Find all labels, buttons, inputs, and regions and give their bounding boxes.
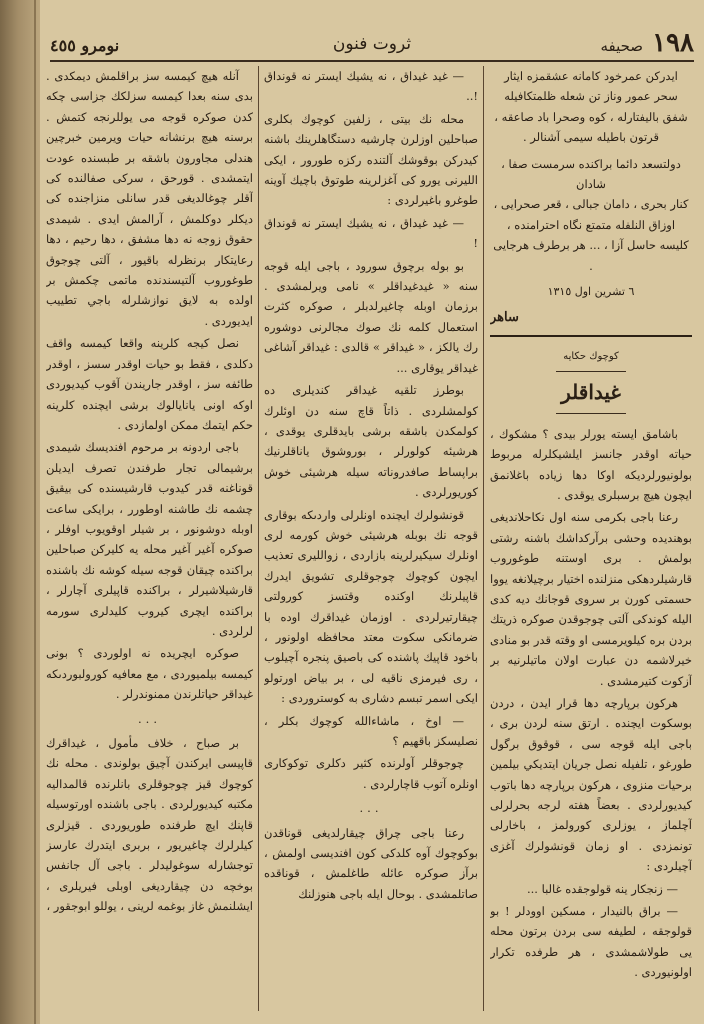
column-right	[490, 66, 692, 1016]
column-rule-left	[258, 66, 259, 1011]
journal-title: ثروت فنون	[332, 34, 412, 54]
poem-stanza-1	[490, 66, 692, 148]
story-paragraph: — غيد غيداق ، نه يشيك ايستر نه قونداق !	[264, 215, 478, 251]
story-paragraph: — براق بالنيدار ، مسكين اوودلر ! بو قولوجقه ، لطيفه سى بردن برتون محله يى طولاشمشدى ، هر طرفده تكرار اولونيوردى .	[490, 904, 692, 980]
poem-line: ايدركن عمرخود كامانه عشقمزه ايثار	[504, 69, 678, 83]
story-paragraph: — زنجكار ينه قولوجقده غالبا ...	[526, 881, 678, 896]
column-rule-right	[483, 66, 484, 1011]
story-paragraph: هركون برپارچه دها قرار ايدن ، دردن بوسكوت ايچنده . ارتق سنه لردن برى ، باجى ايله قوجه سى ، قوقوق برگول طورغو ، تلفيله نصل جريان ايتديكي بيلمين برحيات منزوى ، هركون برپارچه دها باتوب كيديورلردى . بعضاً هفته لرجه بحرلرلى آچلماز ، يوزلرى كورولمز ، باخارلى تونمزدى . او زمان قونشولرك آغزى آچيلردى :	[490, 695, 692, 874]
journal-page	[40, 0, 704, 1024]
section-ornament: ...	[138, 711, 161, 726]
column-middle	[264, 66, 478, 1016]
poem-line: دولتسعد دائما براكنده سرمست صفا ، شادان	[501, 156, 681, 192]
poem-line: سحر عمور وناز تن شعله ظلمتكافيله	[504, 89, 678, 104]
story-paragraph: بوطرز تلقيه غيداقر كنديلرى ده كولمشلردى . ذاتاً قاچ سنه دن اوئلرك كولمكدن باشقه برشى بايدقلرى يوقدى ، هرشيئه كولورلر ، بوروشوق ياناقلرنيك براپساط صافدروناته سيله هرشيئى خوش كوريورلردى .	[264, 383, 478, 500]
story-paragraph: — غيد غيداق ، نه يشيك ايستر نه قونداق !..	[264, 69, 478, 104]
poem-line: اوزاق النلفله متمتع نگاه احترامنده ،	[506, 217, 676, 232]
book-binding	[0, 0, 40, 1024]
section-ornament: ...	[359, 801, 383, 816]
story-paragraph: آنله هيچ كيمسه سز براقلمش ديمكدى . بدى سنه بعدا كيمسه سزلكك جزاسى چكه كدن صوكره قوجه مى يوللرنجه كتمش . برسنه هيچ برنشانه حيات ويرمين خبرچين هندلى مجاورون باشقه بر طبسنده عودت ايتمشدى . قورحق ، سركى صفالنده كى آقلر چوغالديغى قدر سانلى منزاجنده كى ديكلر دوكلمش ، آرالمش ايدى . شيمدى حقوق زوجه نه دها مشفق ، دها رحيم ، دها رعايتكار برنظرله باقيور ، آلتى چوجوق طوغوروب آلتيسندنده ماتمى چكمش بر اولده به لايق نوازشلرله باجي تطييب ايديوردى .	[46, 69, 253, 328]
story-paragraph: قونشولرك ايچنده اونلرلى واردىكه بوقارى قوجه نك بوبله هرشيئى خوش كورمه لرى اونلرك سيكيرلرينه بازاردى ، زوالليرى تعذيب ايچون كوچوك چوجوقلرى تشويق ايدرك قاپيلرنك اوكنده وقتسز كورولتى چيقارتيرلردى . اوزمان غيداقرك اوده با ضرمانكى سكوت معتد محافظه اولونور ، باخود قاپيك پاشنده كى باصيق پنجره آچيلوب ، رى فيرمزى ناقيه لى ، بر بياض اورتولو ايكى اسمر تبسم دشارى به كوستروردى :	[264, 507, 478, 706]
story-paragraph: صوكره ايچريده نه اولوردى ؟ بونى كيمسه بيلميوردى ، مع معافيه كورولبوردىكه غيداقر حياتلرندن ممنوندرلر .	[46, 646, 253, 702]
section-label: كوچوك حكايه	[563, 350, 619, 362]
section-divider	[490, 335, 692, 337]
poem-line: كنار بحرى ، دامان جبالى ، قعر صحرايى ،	[493, 197, 689, 212]
story-paragraph: چوجوقلر آولرنده كثير دكلرى توكوكارى اونلره آتوب قاچارلردى .	[264, 756, 478, 791]
poem-signature: ساهر	[490, 310, 519, 326]
story-paragraph: باجى اردونه بر مرحوم افنديسك شيمدى برشيمالى تجار طرفندن تصرف ايديلن قوناغنه قدر كيدوب قارشيسنده كى بيقيق چشمه نك طاشنه اوطورر ، برايكى ساعت اوبله دوشونور ، بر شيلر اوقويوب اوفلر ، صوكره آغير آغير محله يه كليركن صباحلين براكنده چيقان قوجه سيله كوشه نك باشنده قارشيلاشيرلر ، براكنده قاپيلرى آچارلر ، براكنده ايچرى كيروب كليدلرى سورمه لرلردى .	[46, 440, 253, 638]
story-paragraph: — اوخ ، ماشاءالله كوچوك بكلر ، نصليسكز باقهيم ؟	[264, 713, 478, 748]
story-paragraph: نصل كيجه كلرينه واقعا كيمسه واقف دكلدى ، فقط بو حيات اوقدر سسز ، اوقدر طائفه سز ، اوقدر جاريندن آقوب كيديوردى اوكه اونى يانايالوك برشى ايچنده كلرينه حكم ايتمك ممكن اولمازدى .	[46, 336, 253, 432]
story-paragraph: بر صباح ، خلاف مأمول ، غيداقرك قاپيسى ايركندن آچيق بولوندى . محله نك كوچوك قيز چوجوقلرى بانلرنده قالمداليه مكتبه كيديورلردى . باجى باشنده اورتوسيله قاپنك ايچ طرفنده طوريوردى . قيزلرى كيلرلرك چاغيريور ، بربرى ايتدرك عارسز توجشارله سوغوليدلر . باجى آل جانفس بوخچه دن چيقارديغى اوبلى فيريلرى ، ايشلنمش غاز بوغمه لرينى ، يوللو ابوجقور ،	[46, 736, 253, 914]
story-paragraph: رعنا باجى چراق چيقارلديغى قوناقدن بوكوچوك آوه كلدكى كون افنديسى اولمش ، برآز صوكره عائله طاغلمش ، قوناقده صاتلمشدى . بوحال ايله باجى هنوزلنك	[264, 825, 478, 901]
binding-edge	[34, 0, 36, 1024]
poem-stanza-2	[490, 154, 692, 276]
page-number: ١٩٨ صحيفه	[600, 28, 694, 58]
page-label: صحيفه	[600, 37, 644, 55]
story-title: غيداقلر	[561, 380, 621, 405]
page-header	[50, 28, 694, 68]
label-rule	[556, 371, 626, 372]
issue-number: نومرو ٤٥٥	[50, 36, 120, 55]
title-rule	[556, 413, 626, 414]
story-paragraph: رعنا باجى بكرمى سنه اول نكاحلانديغى بوهنديده وحشى برآركداشك باشنه رشتى بولمش . برى اوستنه طوغوروب قارشيلردهكى منزلنده اختيار برچيلانغه يووا حسمتى كورن بر سروى قوجانك ديه كدى اليله كوندكى آلتى چوجوقدن صوكره ذريتك بردن بره كيلويرمسى او وقته قدر بو منادى خيرلاشمه دن عبارت اولان ماتيلرنيه بر آزكوت كتيرمشدى .	[490, 510, 692, 688]
story-paragraph: محله نك بيتى ، زلفين كوچوك بكلرى صباحلين اوزلرن چارشيه دستگاهلرينك باشنه كيدركن بوقوشك آلتنده ركزه طورور ، ايكى الليرنى يورو كى آغزلرينه طوتوق باچيك آوينه طوغرو باغيرلردى :	[264, 111, 478, 208]
story-paragraph: باشامق ايسته يورلر بيدى ؟ مشكوك ، حياته اوقدر جانسز ايلشيكلرله مربوط بولونيورلرديكه اوكا دها زياده باغلانمق ايچون هيچ برسبلرى يوقدى .	[490, 426, 692, 502]
poem-line: كليسه حاسل آزا ، ... هر برطرف هرجايى .	[493, 238, 689, 273]
poem-line: شفق باليفتارله ، كوه وصحرا باد صاعقه ،	[494, 109, 688, 124]
header-rule	[50, 60, 694, 62]
poem-date: ٦ تشرين اول ١٣١٥	[547, 285, 635, 299]
column-left	[46, 66, 253, 1016]
poem-line: قرتون باطيله سيمى آشنالر .	[522, 130, 659, 145]
story-paragraph: بو بوله برچوق سورود ، باجى ايله قوجه سنه « غيدغيداقلر » نامى ويرلمشدى . برزمان اوبله چاغيرلدبلر ، صوكره كثرت استعمال كلمه نك صوك مجالرنى دوشوره رك يالكز ، « غيداقر » قالدى : غيداقر آشاغى غيداقر يوقارى ...	[264, 258, 478, 375]
